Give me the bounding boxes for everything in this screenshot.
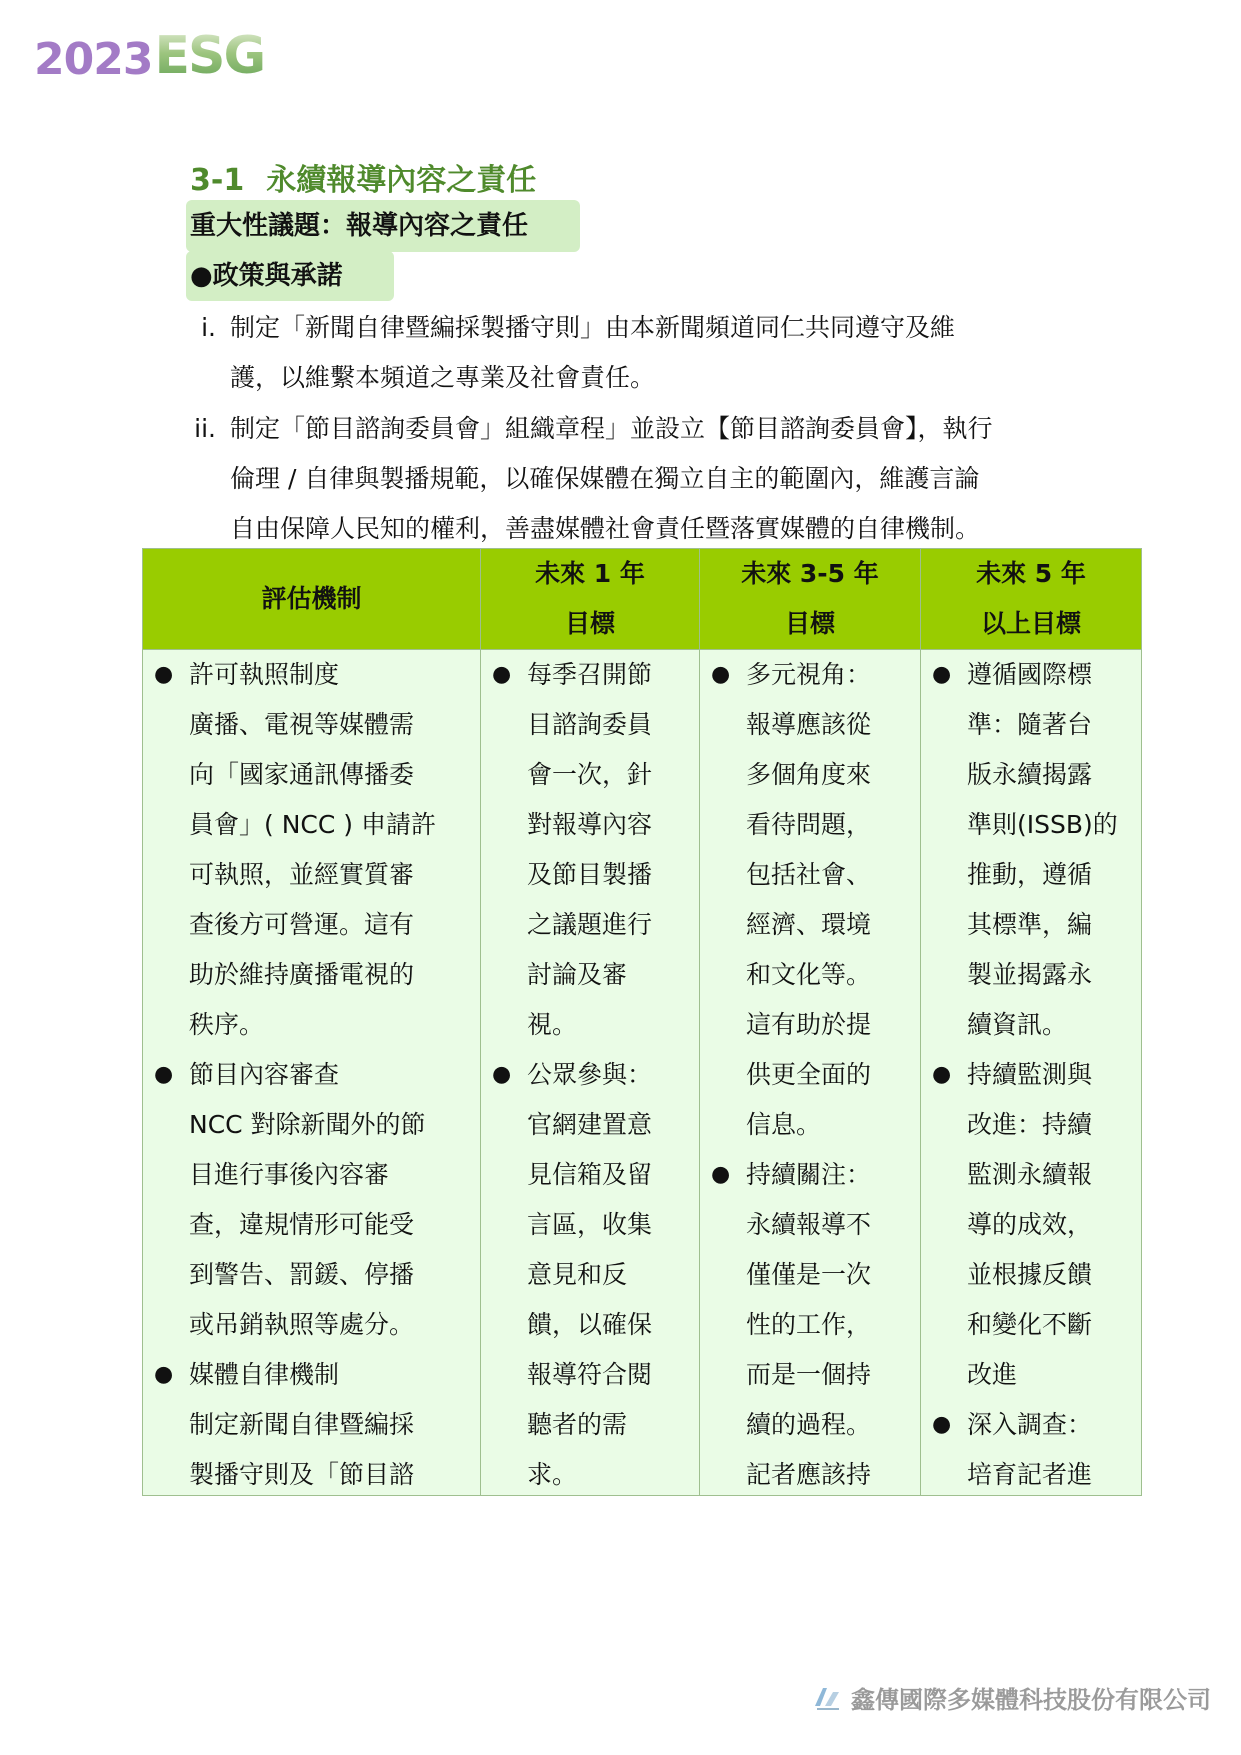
section-number: 3-1 (190, 163, 245, 198)
logo-year: 2023 (34, 34, 153, 85)
logo-esg: ESG (154, 26, 265, 86)
header-3-5-year: 未來 3-5 年 目標 (700, 549, 921, 650)
header-evaluation: 評估機制 (143, 549, 481, 650)
policy-item (186, 404, 993, 554)
company-name: 鑫傳國際多媒體科技股份有限公司 (851, 1686, 1211, 1714)
item-marker: ii. (194, 414, 216, 443)
bullet-item: ● 遵循國際標 (932, 660, 1093, 689)
section-title (190, 155, 536, 199)
bullet-item: ● 持續監測與 (932, 1060, 1093, 1089)
material-topic-label: 重大性議題：報導內容之責任 (186, 200, 580, 252)
footer-company (813, 1680, 1211, 1715)
item-text: 倫理 / 自律與製播規範，以確保媒體在獨立自主的範圍內，維護言論 (230, 464, 980, 493)
cell-evaluation: ● 許可執照制度 廣播、電視等媒體需 向「國家通訊傳播委 員會」( NCC ) 申請許 可執照，並經實質審 查後方可營運。這有 助於維持廣播電視的 秩序。 ● 節目內容審查 NCC 對除新聞外的節 目進行事後內容審 查，違規情形可能受 到警告、罰鍰、停播 或吊銷執照等處分。 ● 媒體自律機制 制定新聞自律暨編採 製播守則及「節目諮 (143, 650, 481, 1496)
policy-item (186, 303, 955, 403)
bullet-item: ● 深入調查： (932, 1410, 1093, 1439)
company-logo-icon (813, 1684, 843, 1712)
bullet-title: ● 節目內容審查 (154, 1060, 340, 1089)
header-1-year: 未來 1 年 目標 (481, 549, 700, 650)
bullet-title: ● 許可執照制度 (154, 660, 340, 689)
esg-report-logo (34, 20, 265, 86)
cell-3-5-year: ● 多元視角： 報導應該從 多個角度來 看待問題， 包括社會、 經濟、環境 和文化等。 這有助於提 供更全面的 信息。 ● 持續關注： 永續報導不 僅僅是一次 性的工作， 而是一個持 續的過程。 記者應該持 (700, 650, 921, 1496)
table-row (143, 650, 1142, 1496)
table-header-row (143, 549, 1142, 650)
bullet-item: ● 持續關注： (711, 1160, 872, 1189)
item-marker: i. (201, 313, 216, 342)
policy-heading: ●政策與承諾 (186, 251, 394, 301)
bullet-title: ● 媒體自律機制 (154, 1360, 340, 1389)
item-text: 護，以維繫本頻道之專業及社會責任。 (230, 363, 656, 392)
item-text: 自由保障人民知的權利，善盡媒體社會責任暨落實媒體的自律機制。 (230, 514, 981, 543)
header-5-year: 未來 5 年 以上目標 (921, 549, 1142, 650)
cell-1-year: ● 每季召開節 目諮詢委員 會一次，針 對報導內容 及節目製播 之議題進行 討論及審 視。 ● 公眾參與： 官網建置意 見信箱及留 言區，收集 意見和反 饋，以確保 報導符合閱 聽者的需 求。 (481, 650, 700, 1496)
item-text: 制定「新聞自律暨編採製播守則」由本新聞頻道同仁共同遵守及維 (230, 313, 956, 342)
bullet-item: ● 公眾參與： (492, 1060, 653, 1089)
bullet-item: ● 每季召開節 (492, 660, 653, 689)
section-title-text: 永續報導內容之責任 (266, 163, 537, 198)
cell-5-year: ● 遵循國際標 準：隨著台 版永續揭露 準則(ISSB)的 推動，遵循 其標準，編 製並揭露永 續資訊。 ● 持續監測與 改進：持續 監測永續報 導的成效， 並根據反饋 和變化不斷 改進 ● 深入調查： 培育記者進 (921, 650, 1142, 1496)
bullet-item: ● 多元視角： (711, 660, 872, 689)
goals-table (142, 548, 1142, 1496)
item-text: 制定「節目諮詢委員會」組織章程」並設立【節目諮詢委員會】，執行 (230, 414, 993, 443)
